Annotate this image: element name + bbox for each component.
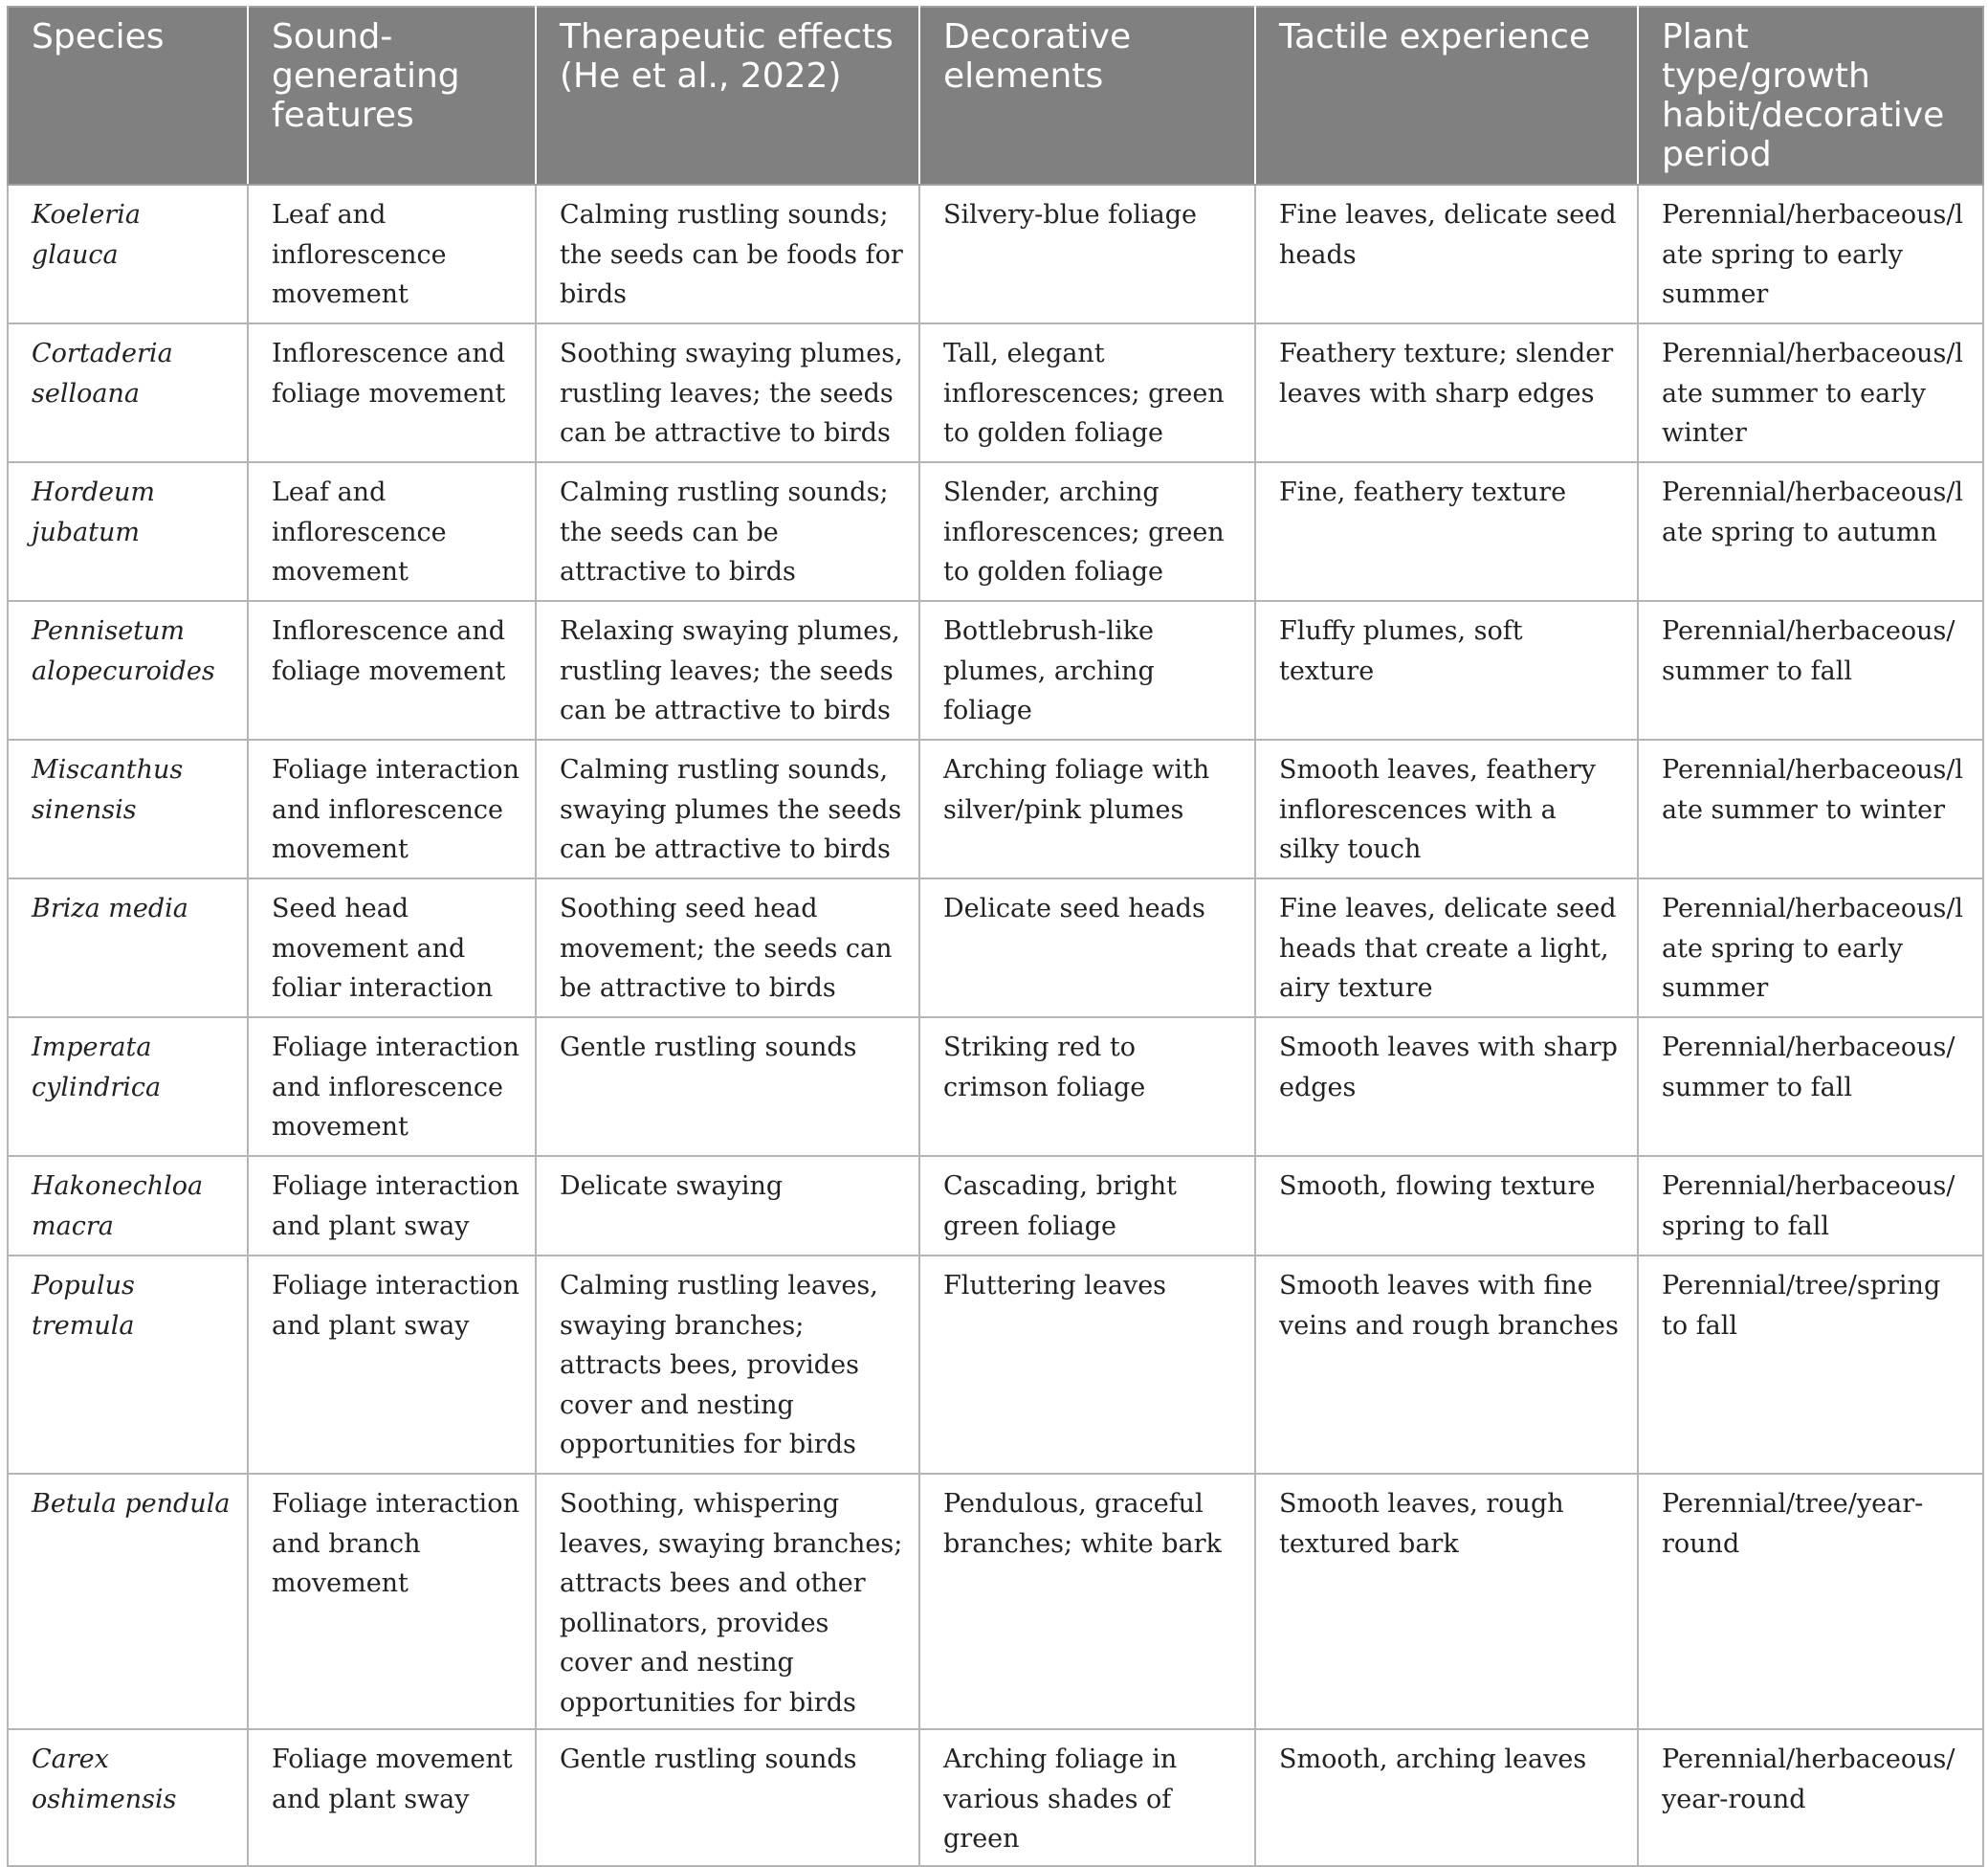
- cell-decorative-elements: Delicate seed heads: [919, 878, 1255, 1017]
- cell-tactile-experience: Smooth leaves, rough textured bark: [1255, 1474, 1638, 1729]
- cell-therapeutic-effects: Soothing seed head movement; the seeds can be attractive to birds: [536, 878, 919, 1017]
- cell-species: Cortaderia selloana: [8, 323, 248, 462]
- cell-therapeutic-effects: Calming rustling sounds, swaying plumes the seeds can be attractive to birds: [536, 740, 919, 878]
- table-row: [8, 1729, 1983, 1866]
- cell-tactile-experience: Smooth leaves with fine veins and rough branches: [1255, 1256, 1638, 1474]
- cell-decorative-elements: Tall, elegant inflorescences; green to golden foliage: [919, 323, 1255, 462]
- cell-therapeutic-effects: Calming rustling sounds; the seeds can be foods for birds: [536, 185, 919, 323]
- table-row: [8, 323, 1983, 462]
- cell-sound-features: Leaf and inflorescence movement: [248, 185, 536, 323]
- cell-therapeutic-effects: Calming rustling sounds; the seeds can be attractive to birds: [536, 462, 919, 601]
- cell-sound-features: Foliage interaction and inflorescence movement: [248, 740, 536, 878]
- cell-decorative-elements: Arching foliage in various shades of green: [919, 1729, 1255, 1866]
- table-row: [8, 1156, 1983, 1256]
- cell-tactile-experience: Smooth, arching leaves: [1255, 1729, 1638, 1866]
- cell-plant-type: Perennial/herbaceous/ summer to fall: [1638, 601, 1983, 740]
- table-row: [8, 1017, 1983, 1156]
- cell-species: Briza media: [8, 878, 248, 1017]
- cell-sound-features: Foliage interaction and inflorescence movement: [248, 1017, 536, 1156]
- header-row: [8, 7, 1983, 185]
- cell-decorative-elements: Striking red to crimson foliage: [919, 1017, 1255, 1156]
- cell-plant-type: Perennial/herbaceous/late spring to early summer: [1638, 185, 1983, 323]
- cell-plant-type: Perennial/herbaceous/late summer to winter: [1638, 740, 1983, 878]
- cell-tactile-experience: Fine leaves, delicate seed heads: [1255, 185, 1638, 323]
- cell-sound-features: Foliage interaction and branch movement: [248, 1474, 536, 1729]
- table-header: [8, 7, 1983, 185]
- header-sound-features: Sound-generating features: [248, 7, 536, 185]
- cell-therapeutic-effects: Delicate swaying: [536, 1156, 919, 1256]
- cell-sound-features: Foliage interaction and plant sway: [248, 1156, 536, 1256]
- table-body: [8, 185, 1983, 1866]
- cell-species: Miscanthus sinensis: [8, 740, 248, 878]
- cell-species: Hakonechloa macra: [8, 1156, 248, 1256]
- cell-plant-type: Perennial/herbaceous/year-round: [1638, 1729, 1983, 1866]
- header-tactile-experience: Tactile experience: [1255, 7, 1638, 185]
- header-species: Species: [8, 7, 248, 185]
- cell-decorative-elements: Slender, arching inflorescences; green to golden foliage: [919, 462, 1255, 601]
- cell-decorative-elements: Pendulous, graceful branches; white bark: [919, 1474, 1255, 1729]
- cell-species: Imperata cylindrica: [8, 1017, 248, 1156]
- cell-sound-features: Inflorescence and foliage movement: [248, 323, 536, 462]
- cell-sound-features: Inflorescence and foliage movement: [248, 601, 536, 740]
- cell-decorative-elements: Fluttering leaves: [919, 1256, 1255, 1474]
- header-decorative-elements: Decorative elements: [919, 7, 1255, 185]
- cell-tactile-experience: Fluffy plumes, soft texture: [1255, 601, 1638, 740]
- table-row: [8, 1474, 1983, 1729]
- cell-therapeutic-effects: Calming rustling leaves, swaying branches; attracts bees, provides cover and nesting opportunities for birds: [536, 1256, 919, 1474]
- table-row: [8, 185, 1983, 323]
- cell-tactile-experience: Smooth leaves, feathery inflorescences with a silky touch: [1255, 740, 1638, 878]
- cell-plant-type: Perennial/herbaceous/late spring to autumn: [1638, 462, 1983, 601]
- cell-species: Koeleria glauca: [8, 185, 248, 323]
- cell-plant-type: Perennial/herbaceous/late spring to early summer: [1638, 878, 1983, 1017]
- cell-plant-type: Perennial/herbaceous/ summer to fall: [1638, 1017, 1983, 1156]
- cell-sound-features: Leaf and inflorescence movement: [248, 462, 536, 601]
- cell-sound-features: Foliage movement and plant sway: [248, 1729, 536, 1866]
- cell-therapeutic-effects: Gentle rustling sounds: [536, 1729, 919, 1866]
- cell-plant-type: Perennial/tree/spring to fall: [1638, 1256, 1983, 1474]
- cell-plant-type: Perennial/herbaceous/late summer to early winter: [1638, 323, 1983, 462]
- cell-plant-type: Perennial/herbaceous/ spring to fall: [1638, 1156, 1983, 1256]
- cell-therapeutic-effects: Gentle rustling sounds: [536, 1017, 919, 1156]
- cell-plant-type: Perennial/tree/year-round: [1638, 1474, 1983, 1729]
- cell-tactile-experience: Fine leaves, delicate seed heads that create a light, airy texture: [1255, 878, 1638, 1017]
- cell-tactile-experience: Smooth, flowing texture: [1255, 1156, 1638, 1256]
- cell-decorative-elements: Arching foliage with silver/pink plumes: [919, 740, 1255, 878]
- cell-tactile-experience: Fine, feathery texture: [1255, 462, 1638, 601]
- table-row: [8, 1256, 1983, 1474]
- cell-sound-features: Foliage interaction and plant sway: [248, 1256, 536, 1474]
- header-therapeutic-effects: Therapeutic effects (He et al., 2022): [536, 7, 919, 185]
- table-row: [8, 462, 1983, 601]
- cell-decorative-elements: Cascading, bright green foliage: [919, 1156, 1255, 1256]
- cell-therapeutic-effects: Soothing, whispering leaves, swaying branches; attracts bees and other pollinators, provides cover and nesting opportunities for birds: [536, 1474, 919, 1729]
- cell-therapeutic-effects: Relaxing swaying plumes, rustling leaves; the seeds can be attractive to birds: [536, 601, 919, 740]
- cell-sound-features: Seed head movement and foliar interaction: [248, 878, 536, 1017]
- cell-species: Pennisetum alopecuroides: [8, 601, 248, 740]
- cell-tactile-experience: Smooth leaves with sharp edges: [1255, 1017, 1638, 1156]
- plant-table-container: [7, 6, 1982, 1867]
- table-row: [8, 740, 1983, 878]
- cell-decorative-elements: Silvery-blue foliage: [919, 185, 1255, 323]
- cell-species: Populus tremula: [8, 1256, 248, 1474]
- cell-therapeutic-effects: Soothing swaying plumes, rustling leaves; the seeds can be attractive to birds: [536, 323, 919, 462]
- cell-species: Hordeum jubatum: [8, 462, 248, 601]
- cell-species: Carex oshimensis: [8, 1729, 248, 1866]
- plant-species-table: [7, 6, 1984, 1867]
- cell-species: Betula pendula: [8, 1474, 248, 1729]
- header-plant-type: Plant type/growth habit/decorative period: [1638, 7, 1983, 185]
- table-row: [8, 878, 1983, 1017]
- cell-tactile-experience: Feathery texture; slender leaves with sharp edges: [1255, 323, 1638, 462]
- cell-decorative-elements: Bottlebrush-like plumes, arching foliage: [919, 601, 1255, 740]
- table-row: [8, 601, 1983, 740]
